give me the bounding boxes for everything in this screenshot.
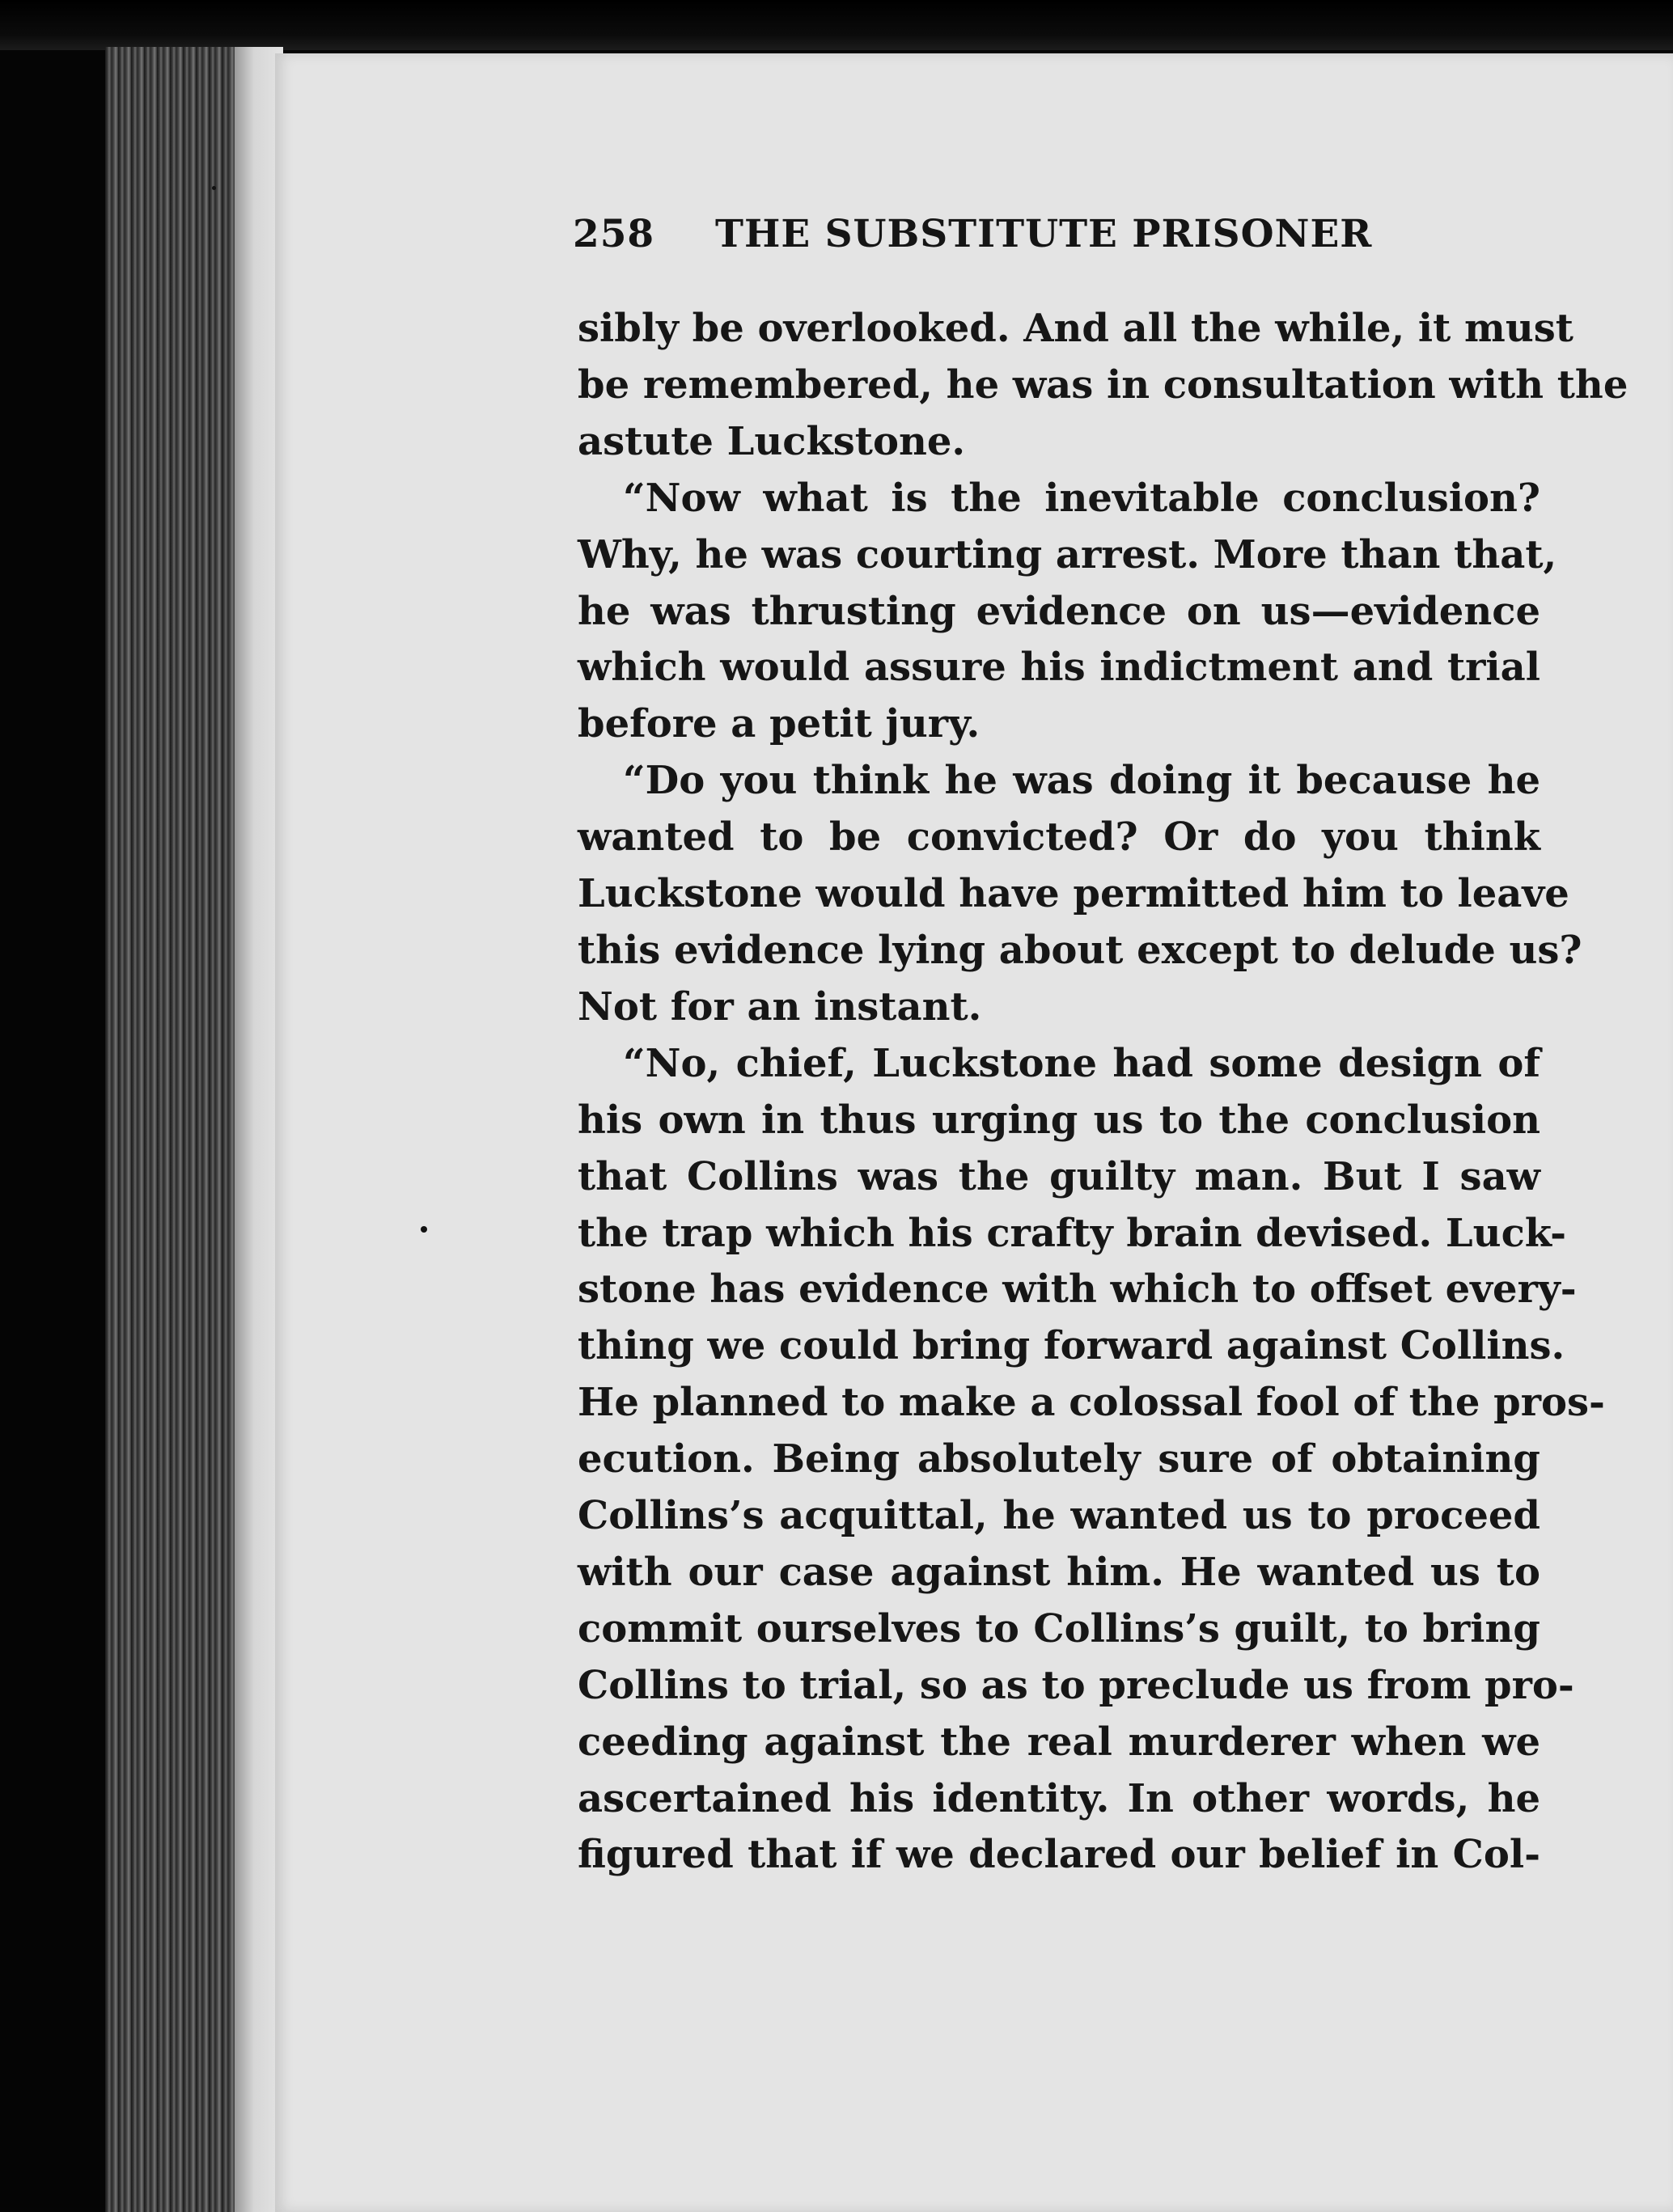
text-line: the trap which his crafty brain devised. Luck- bbox=[578, 1210, 1567, 1256]
scan-top-edge bbox=[0, 0, 1673, 50]
text-line: before a petit jury. bbox=[578, 701, 981, 747]
text-line: sibly be overlooked. And all the while, it must bbox=[578, 306, 1573, 351]
text-line: figured that if we declared our belief in Col- bbox=[578, 1832, 1540, 1878]
text-line: Collins’s acquittal, he wanted us to proceed bbox=[578, 1493, 1540, 1539]
text-line: “Now what is the inevitable conclusion? bbox=[623, 475, 1540, 521]
running-head-title: THE SUBSTITUTE PRISONER bbox=[715, 212, 1373, 256]
text-line: which would assure his indictment and trial bbox=[578, 645, 1540, 691]
running-header bbox=[573, 212, 1390, 256]
ink-speck bbox=[212, 186, 216, 190]
text-line: with our case against him. He wanted us to bbox=[578, 1549, 1540, 1595]
book-binding-edge bbox=[105, 47, 243, 2212]
text-line: he was thrusting evidence on us—evidence bbox=[578, 588, 1540, 634]
text-line: Collins to trial, so as to preclude us from pro- bbox=[578, 1662, 1574, 1708]
text-line: that Collins was the guilty man. But I saw bbox=[578, 1153, 1540, 1199]
ink-speck bbox=[421, 1226, 427, 1233]
text-line: “Do you think he was doing it because he bbox=[623, 758, 1540, 804]
text-line: thing we could bring forward against Collins. bbox=[578, 1323, 1565, 1369]
page-number: 258 bbox=[573, 212, 655, 256]
text-line: his own in thus urging us to the conclusion bbox=[578, 1097, 1540, 1143]
text-line: be remembered, he was in consultation with the bbox=[578, 362, 1629, 408]
text-line: wanted to be convicted? Or do you think bbox=[578, 814, 1540, 861]
text-line: astute Luckstone. bbox=[578, 418, 966, 464]
text-line: stone has evidence with which to offset every- bbox=[578, 1267, 1577, 1313]
text-line: Why, he was courting arrest. More than that, bbox=[578, 531, 1557, 577]
body-text bbox=[578, 301, 1629, 1884]
text-line: Not for an instant. bbox=[578, 983, 982, 1030]
text-line: commit ourselves to Collins’s guilt, to bring bbox=[578, 1605, 1540, 1652]
text-line: ceeding against the real murderer when we bbox=[578, 1719, 1540, 1765]
text-line: “No, chief, Luckstone had some design of bbox=[623, 1040, 1540, 1086]
text-line: ascertained his identity. In other words, he bbox=[578, 1775, 1540, 1821]
text-line: Luckstone would have permitted him to leave bbox=[578, 871, 1569, 917]
text-line: He planned to make a colossal fool of the pros- bbox=[578, 1380, 1605, 1426]
text-line: ecution. Being absolutely sure of obtaining bbox=[578, 1436, 1540, 1482]
text-line: this evidence lying about except to delude us? bbox=[578, 927, 1582, 973]
